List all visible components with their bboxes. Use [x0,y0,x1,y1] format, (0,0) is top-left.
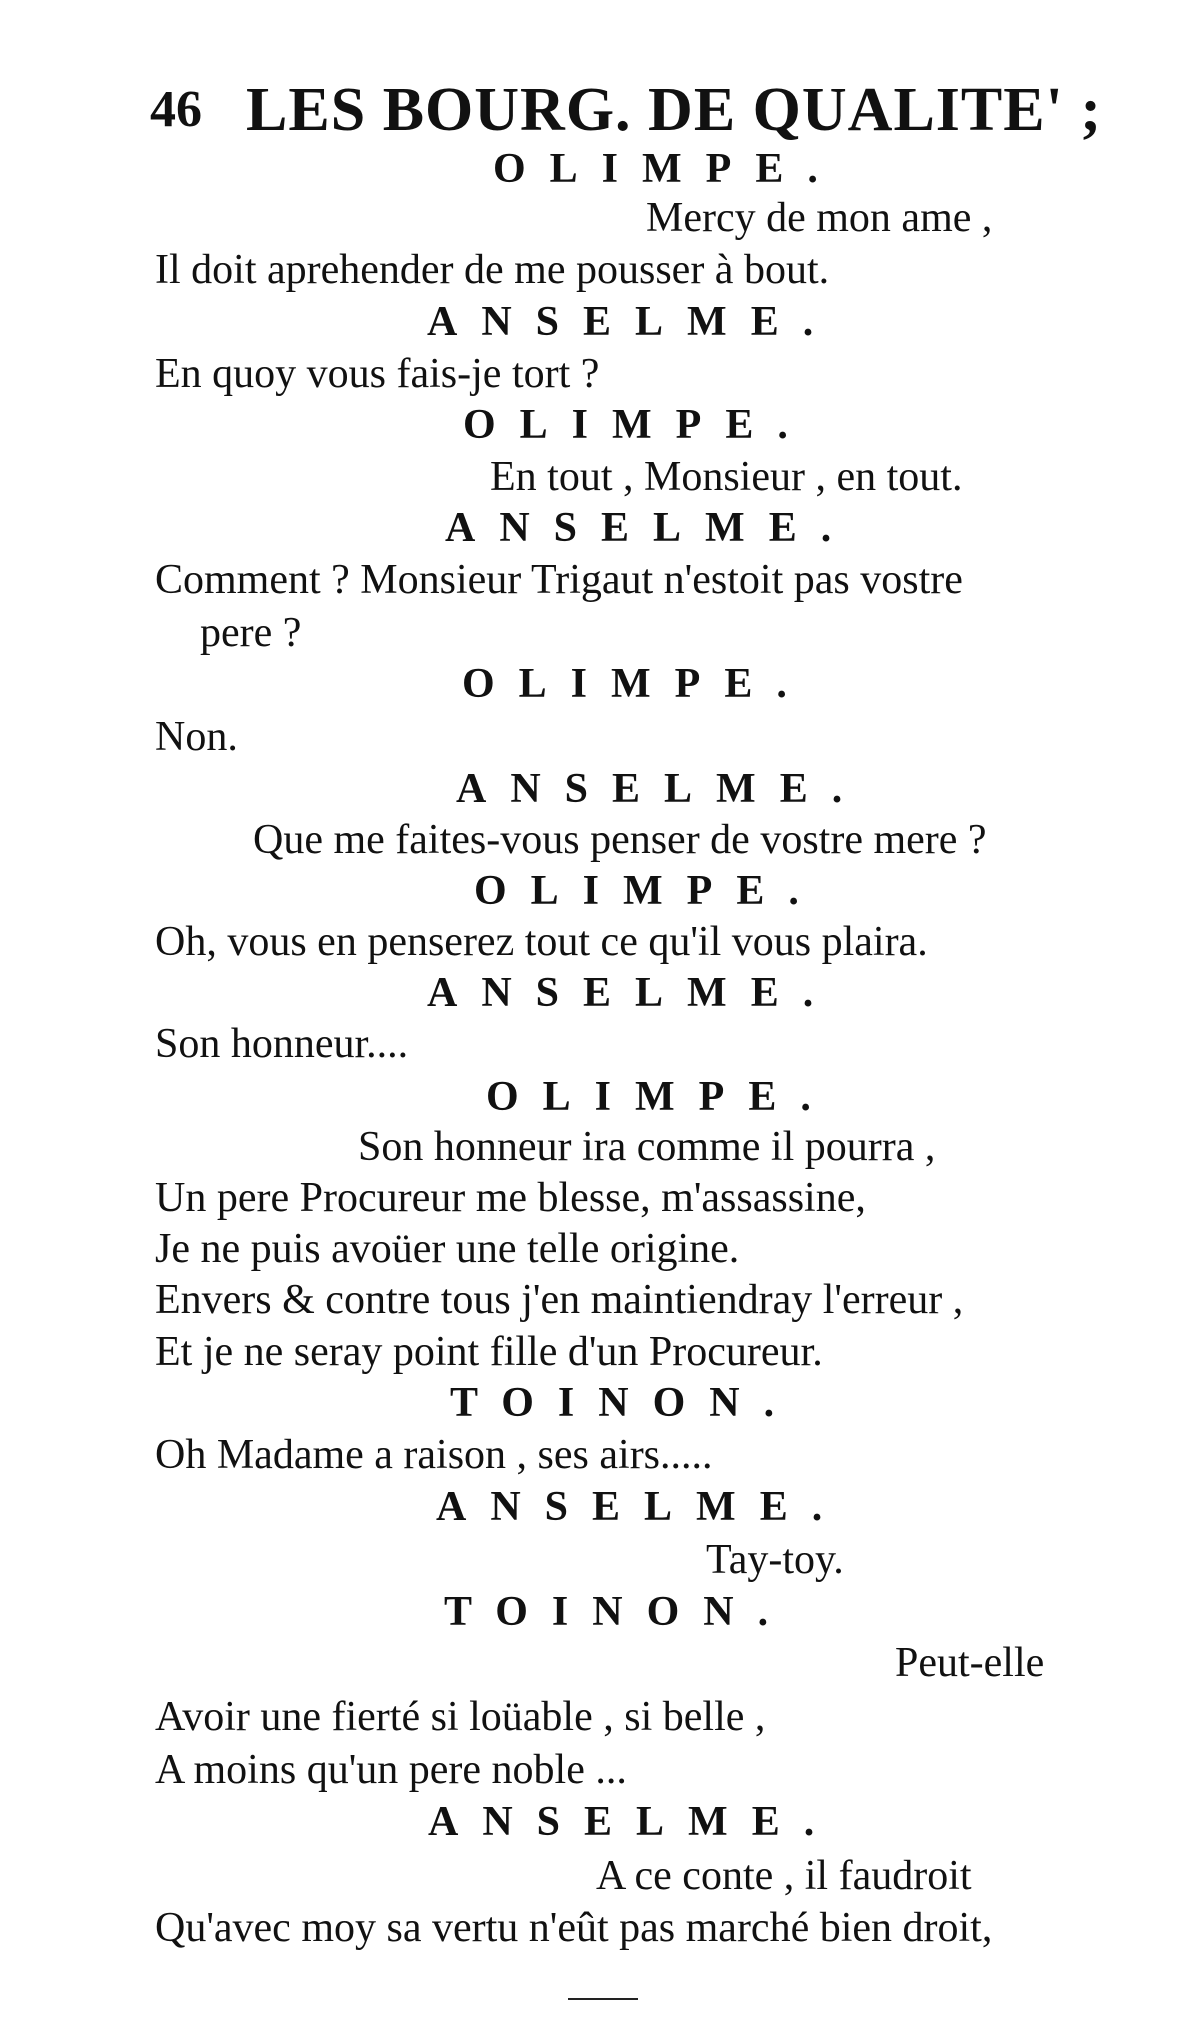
verse-line: Peut-elle [895,1640,1045,1686]
running-title: LES BOURG. DE QUALITE' ; [246,76,1103,144]
verse-line: Comment ? Monsieur Trigaut n'estoit pas vostre [155,557,963,603]
speaker-name: ANSELME. [445,505,856,551]
verse-line: Qu'avec moy sa vertu n'eût pas marché bien droit, [155,1905,993,1951]
speaker-name: ANSELME. [428,1799,839,1845]
verse-line: Son honneur ira comme il pourra , [358,1124,936,1170]
verse-line: A moins qu'un pere noble ... [155,1747,627,1793]
verse-line: Il doit aprehender de me pousser à bout. [155,247,830,293]
verse-line: Non. [155,714,238,760]
verse-line: En tout , Monsieur , en tout. [490,454,963,500]
speaker-name: OLIMPE. [486,1074,835,1120]
signature-mark [568,1998,638,2000]
speaker-name: OLIMPE. [462,661,811,707]
speaker-name: ANSELME. [427,970,838,1016]
speaker-name: OLIMPE. [463,402,812,448]
verse-line: pere ? [200,610,302,656]
verse-line: Et je ne seray point fille d'un Procureur. [155,1329,823,1375]
speaker-name: ANSELME. [456,766,867,812]
speaker-name: TOINON. [444,1589,793,1635]
speaker-name: OLIMPE. [493,146,842,192]
verse-line: Avoir une fierté si loüable , si belle , [155,1694,766,1740]
page-header [150,70,1103,150]
verse-line: En quoy vous fais-je tort ? [155,351,600,397]
speaker-name: ANSELME. [436,1484,847,1530]
verse-line: Oh Madame a raison , ses airs..... [155,1432,713,1478]
verse-line: Oh, vous en penserez tout ce qu'il vous plaira. [155,919,928,965]
page-number: 46 [150,81,202,138]
verse-line: Que me faites-vous penser de vostre mere ? [253,817,987,863]
verse-line: A ce conte , il faudroit [596,1853,972,1899]
verse-line: Son honneur.... [155,1021,409,1067]
verse-line: Un pere Procureur me blesse, m'assassine, [155,1175,866,1221]
speaker-name: OLIMPE. [474,868,823,914]
speaker-name: ANSELME. [427,299,838,345]
speaker-name: TOINON. [450,1380,799,1426]
verse-line: Mercy de mon ame , [646,195,993,241]
verse-line: Tay-toy. [706,1537,844,1583]
verse-line: Envers & contre tous j'en maintiendray l'erreur , [155,1277,964,1323]
verse-line: Je ne puis avoüer une telle origine. [155,1226,740,1272]
